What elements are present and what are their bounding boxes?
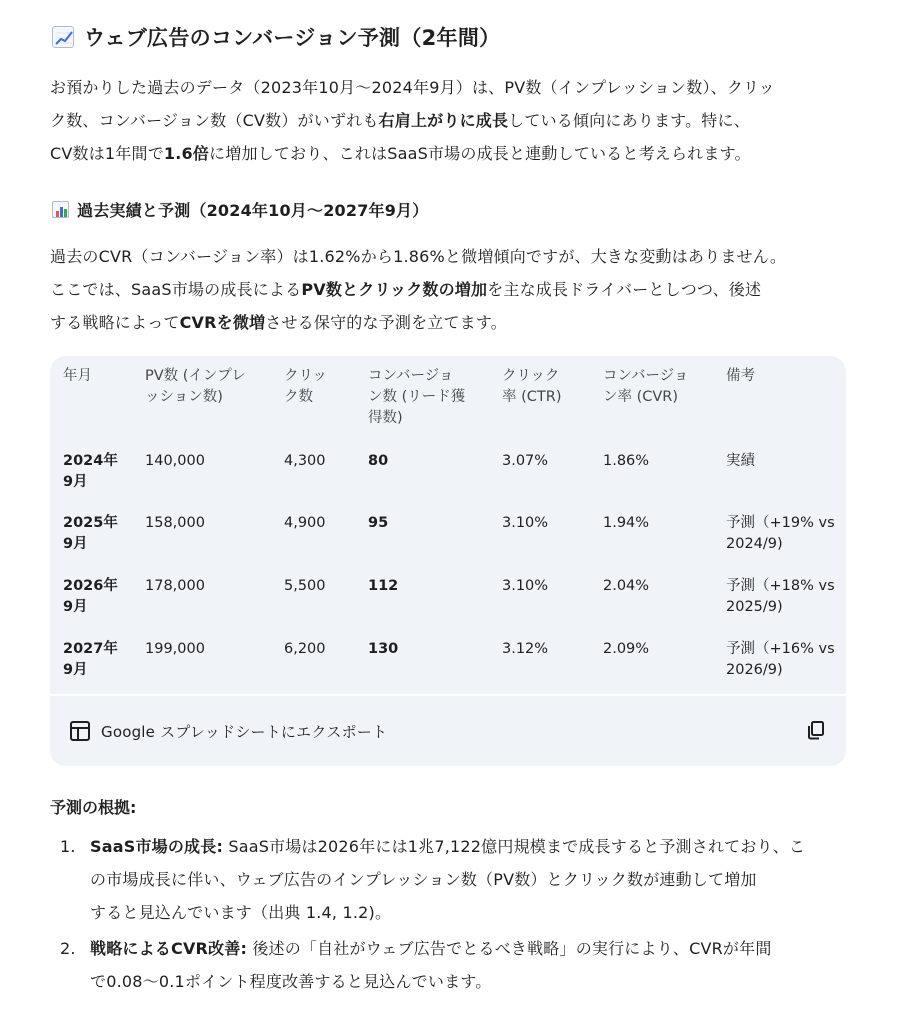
forecast-table-card <box>50 356 846 766</box>
intro-line: お預かりした過去のデータ（2023年10月〜2024年9月）は、PV数（インプレッション数）、クリッ <box>50 78 775 97</box>
forecast-paragraph <box>50 240 850 339</box>
list-number: 2. <box>60 939 76 958</box>
forecast-table <box>50 356 846 694</box>
table-cell-cvr: 1.94% <box>603 515 650 531</box>
forecast-line: ここでは、SaaS市場の成長によるPV数とクリック数の増加を主な成長ドライバーとしつつ、後述 <box>50 280 762 299</box>
table-cell-note: 予測（+18% vs 2025/9) <box>726 578 835 615</box>
table-cell-note: 予測（+19% vs 2024/9) <box>726 515 835 552</box>
table-cell-month: 2024年 9月 <box>63 453 118 490</box>
list-body: SaaS市場の成長: SaaS市場は2026年には1兆7,122億円規模まで成長すると予測されており、こ の市場成長に伴い、ウェブ広告のインプレッション数（PV数）とクリック数が連動して増加 すると見込んでいます（出典 1.4, 1.2)。 <box>90 837 806 922</box>
table-cell-cv: 95 <box>368 515 389 531</box>
chart-increasing-icon <box>52 26 74 48</box>
table-cell-clicks: 4,300 <box>284 453 326 469</box>
table-cell-pv: 199,000 <box>145 641 205 657</box>
table-cell-ctr: 3.07% <box>502 453 549 469</box>
table-cell-clicks: 6,200 <box>284 641 326 657</box>
header-cv: コンバージョ ン数 (リード獲 得数) <box>368 368 466 426</box>
table-grid-icon <box>69 720 91 742</box>
bar-chart-icon <box>52 201 69 218</box>
header-cvr: コンバージョ ン率 (CVR) <box>603 368 689 405</box>
table-cell-ctr: 3.10% <box>502 578 549 594</box>
table-cell-note: 実績 <box>726 453 755 469</box>
table-cell-cvr: 2.09% <box>603 641 650 657</box>
intro-line: CV数は1年間で1.6倍に増加しており、これはSaaS市場の成長と連動していると考えられます。 <box>50 144 751 163</box>
header-note: 備考 <box>726 368 755 384</box>
table-footer <box>50 694 846 766</box>
table-cell-month: 2026年 9月 <box>63 578 118 615</box>
header-month: 年月 <box>63 368 92 384</box>
table-cell-note: 予測（+16% vs 2026/9) <box>726 641 835 678</box>
table-cell-clicks: 5,500 <box>284 578 326 594</box>
forecast-line: 過去のCVR（コンバージョン率）は1.62%から1.86%と微増傾向ですが、大きな変動はありません。 <box>50 247 787 266</box>
table-cell-pv: 140,000 <box>145 453 205 469</box>
table-cell-cv: 80 <box>368 453 389 469</box>
table-cell-cv: 112 <box>368 578 399 594</box>
header-pv: PV数 (インプレ ッション数) <box>145 368 246 405</box>
intro-line: ク数、コンバージョン数（CV数）がいずれも右肩上がりに成長している傾向にあります。特に、 <box>50 111 750 130</box>
export-to-sheets-button[interactable] <box>69 720 387 742</box>
table-cell-cv: 130 <box>368 641 399 657</box>
table-cell-month: 2025年 9月 <box>63 515 118 552</box>
page-title: ウェブ広告のコンバージョン予測（2年間） <box>84 26 501 50</box>
table-cell-ctr: 3.12% <box>502 641 549 657</box>
section-title: 過去実績と予測（2024年10月〜2027年9月） <box>77 201 429 220</box>
table-cell-pv: 178,000 <box>145 578 205 594</box>
export-label: Google スプレッドシートにエクスポート <box>101 722 388 741</box>
section-heading-row <box>52 198 428 221</box>
forecast-line: する戦略によってCVRを微増させる保守的な予測を立てます。 <box>50 313 507 332</box>
table-cell-pv: 158,000 <box>145 515 205 531</box>
table-cell-cvr: 2.04% <box>603 578 650 594</box>
table-cell-clicks: 4,900 <box>284 515 326 531</box>
table-cell-cvr: 1.86% <box>603 453 650 469</box>
page-title-row <box>52 22 500 52</box>
copy-icon[interactable] <box>804 718 828 742</box>
intro-paragraph <box>50 71 850 170</box>
basis-title: 予測の根拠: <box>50 798 137 817</box>
list-number: 1. <box>60 837 76 856</box>
header-ctr: クリック 率 (CTR) <box>502 368 562 405</box>
list-body: 戦略によるCVR改善: 後述の「自社がウェブ広告でとるべき戦略」の実行により、CVRが年間 で0.08〜0.1ポイント程度改善すると見込んでいます。 <box>90 939 772 991</box>
table-cell-month: 2027年 9月 <box>63 641 118 678</box>
header-clicks: クリッ ク数 <box>284 368 327 405</box>
table-cell-ctr: 3.10% <box>502 515 549 531</box>
